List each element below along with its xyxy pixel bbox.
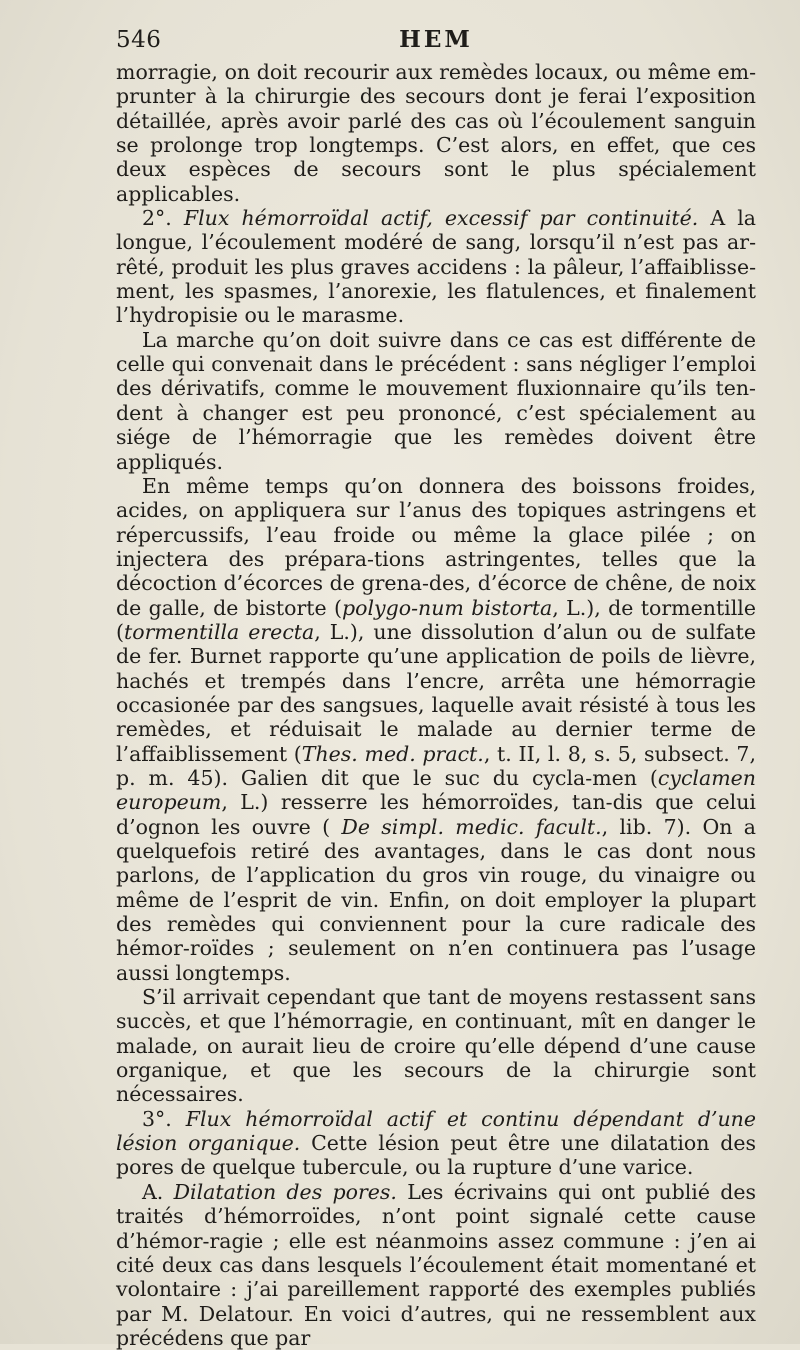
text-run: S’il arrivait cependant que tant de moyens restassent sans succès, et que l’hémorragie, en continuant, mît en danger le malade, on aurait lieu de croire qu’elle dépend d’une cause organique, et que les secours de la chirurgie sont nécessaires. bbox=[116, 985, 756, 1107]
body-text bbox=[116, 60, 756, 1350]
text-run: En même temps qu’on donnera des boissons froides, acides, on appliquera sur l’anus des topiques astringens et répercussifs, l’eau froide ou même la glace pilée ; on injectera des prépara-tions astringentes, telles que la décoction d’écorces de grena-des, d’écorce de chêne, de noix de galle, de bistorte ( bbox=[116, 473, 756, 620]
text-run: 3°. bbox=[142, 1106, 186, 1131]
text-run: morragie, on doit recourir aux remèdes locaux, ou même em-prunter à la chirurgie des secours dont je ferai l’exposition détaillée, après avoir parlé des cas où l’écoulement sanguin se prolonge trop longtemps. C’est alors, en effet, que ces deux espèces de secours sont le plus spécialement applicables. bbox=[116, 60, 756, 206]
running-head bbox=[116, 24, 756, 56]
text-run: , lib. 7). On a quelquefois retiré des avantages, dans le cas dont nous parlons, de l’application du gros vin rouge, du vinaigre ou même de l’esprit de vin. Enfin, on doit employer la plupart des remèdes qui conviennent pour la cure radicale des hémor-roïdes ; seulement on n’en continuera pas l’usage aussi longtemps. bbox=[116, 814, 756, 985]
text-run: 2°. bbox=[142, 206, 184, 231]
page-number: 546 bbox=[116, 27, 162, 53]
text-run: , L.), une dissolution d’alun ou de sulfate de fer. Burnet rapporte qu’une application de poils de lièvre, hachés et trempés dans l’encre, arrêta une hémorragie occasionée par des sangsues, laquelle avait résisté à tous les remèdes, et réduisait le malade au dernier terme de l’affaiblissement ( bbox=[116, 619, 756, 766]
italic-text: polygo-num bistorta bbox=[342, 595, 553, 620]
text-run: , L.) resserre les hémorroïdes, tan-dis que celui d’ognon les ouvre ( bbox=[116, 790, 756, 839]
paragraph bbox=[116, 474, 756, 985]
text-run: La marche qu’on doit suivre dans ce cas est différente de celle qui convenait dans le précédent : sans négliger l’emploi des dérivatifs, comme le mouvement fluxionnaire qu’ils ten-dent à changer est peu prononcé, c’est spécialement au siége de l’hémorragie que les remèdes doivent être appliqués. bbox=[116, 327, 756, 474]
paragraph bbox=[116, 1180, 756, 1350]
text-run: , L.), de tormentille ( bbox=[116, 595, 756, 644]
text-run: , t. II, l. 8, s. 5, subsect. 7, p. m. 45). Galien dit que le suc du cycla-men ( bbox=[116, 741, 756, 790]
text-run: A la longue, l’écoulement modéré de sang, lorsqu’il n’est pas ar-rêté, produit les plus graves accidens : la pâleur, l’affaiblisse-ment, les spasmes, l’anorexie, les flatulences, et finalement l’hydropisie ou le marasme. bbox=[116, 206, 756, 328]
italic-text: De simpl. medic. facult. bbox=[341, 814, 602, 839]
paragraph bbox=[116, 328, 756, 474]
italic-text: Thes. med. pract. bbox=[301, 741, 484, 766]
italic-text: cyclamen europeum bbox=[116, 765, 756, 815]
paragraph bbox=[116, 206, 756, 328]
running-head-title: HEM bbox=[399, 26, 473, 53]
italic-text: tormentilla erecta bbox=[124, 619, 315, 644]
text-run: Les écrivains qui ont publié des traités d’hémorroïdes, n’ont point signalé cette cause d’hémor-ragie ; elle est néanmoins assez commune : j’en ai cité deux cas dans lesquels l’écoulement était momentané et volontaire : j’ai pareillement rapporté des exemples publiés par M. Delatour. En voici d’autres, qui ne ressemblent aux précédens que par bbox=[116, 1179, 756, 1350]
italic-text: Flux hémorroïdal actif, excessif par continuité. bbox=[183, 206, 699, 231]
italic-text: Flux hémorroïdal actif et continu dépendant d’une lésion organique. bbox=[116, 1106, 756, 1156]
paragraph bbox=[116, 1107, 756, 1180]
italic-text: Dilatation des pores. bbox=[173, 1179, 397, 1204]
paragraph bbox=[116, 985, 756, 1107]
text-run: A. bbox=[142, 1179, 174, 1204]
text-run: Cette lésion peut être une dilatation des pores de quelque tubercule, ou la rupture d’une varice. bbox=[116, 1131, 757, 1180]
paragraph bbox=[116, 60, 756, 206]
